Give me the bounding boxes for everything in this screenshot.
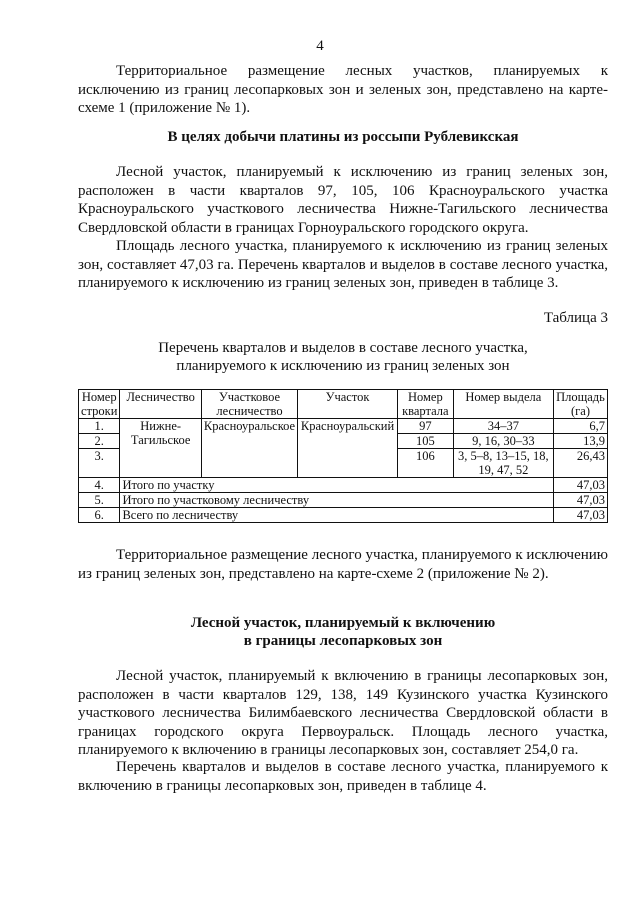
table3-caption-line-1: Перечень кварталов и выделов в составе лесного участка, bbox=[158, 340, 528, 356]
total-label: Итого по участковому лесничеству bbox=[120, 493, 554, 508]
quarter-cell: 106 bbox=[397, 449, 453, 478]
area-cell: 47,03 bbox=[553, 508, 607, 523]
district-cell: Красноуральский bbox=[298, 419, 398, 478]
header-forestry: Лесничество bbox=[120, 390, 201, 419]
section2-paragraph-1: Лесной участок, планируемый к включению в границы лесопарковых зон, расположен в части кварталов 129, 138, 149 Кузинского участка Кузинского участкового лесничества Билимбаевского лесничества Свердловской области в границах городского округа Первоуральск. Площадь лесного участка, планируемого к включению в границы лесопарковых зон, составляет 254,0 га. bbox=[78, 668, 608, 758]
area-cell: 47,03 bbox=[553, 478, 607, 493]
table3 bbox=[78, 389, 608, 523]
header-district: Участок bbox=[298, 390, 398, 419]
area-cell: 6,7 bbox=[553, 419, 607, 434]
section1-paragraph-2: Площадь лесного участка, планируемого к исключению из границ зеленых зон, составляет 47,03 га. Перечень кварталов и выделов в составе лесного участка, планируемого к исключению из границ зеленых зон, приведен в таблице 3. bbox=[78, 238, 608, 291]
forestry-cell: Нижне-Тагильское bbox=[120, 419, 201, 478]
row-num: 6. bbox=[79, 508, 120, 523]
allotment-cell: 9, 16, 30–33 bbox=[453, 434, 553, 449]
section1-heading: В целях добычи платины из россыпи Рублевикская bbox=[167, 129, 519, 145]
table-header-row bbox=[79, 390, 608, 419]
row-num: 1. bbox=[79, 419, 120, 434]
quarter-cell: 97 bbox=[397, 419, 453, 434]
section1-paragraph-1: Лесной участок, планируемый к исключению из границ зеленых зон, расположен в части кварталов 97, 105, 106 Красноуральского участка Красноуральского участкового лесничества Нижне-Тагильского лесничества Свердловской области в границах Горноуральского городского округа. bbox=[78, 164, 608, 236]
area-cell: 26,43 bbox=[553, 449, 607, 478]
table-row bbox=[79, 419, 608, 434]
table3-caption-line-2: планируемого к исключению из границ зеленых зон bbox=[176, 358, 510, 374]
placement-paragraph: Территориальное размещение лесного участка, планируемого к исключению из границ зеленых зон, представлено на карте-схеме 2 (приложение № 2). bbox=[78, 547, 608, 582]
table-total-row bbox=[79, 478, 608, 493]
header-allotment: Номер выдела bbox=[453, 390, 553, 419]
page-number: 4 bbox=[316, 38, 324, 54]
section2-heading-line-2: в границы лесопарковых зон bbox=[243, 633, 443, 649]
header-row-num: Номер строки bbox=[79, 390, 120, 419]
section2-paragraph-2: Перечень кварталов и выделов в составе лесного участка, планируемого к включению в границы лесопарковых зон, приведен в таблице 4. bbox=[78, 759, 608, 794]
section2-heading-line-1: Лесной участок, планируемый к включению bbox=[190, 615, 496, 631]
row-num: 2. bbox=[79, 434, 120, 449]
table3-label: Таблица 3 bbox=[543, 310, 608, 326]
row-num: 3. bbox=[79, 449, 120, 478]
table-total-row bbox=[79, 493, 608, 508]
quarter-cell: 105 bbox=[397, 434, 453, 449]
table-total-row bbox=[79, 508, 608, 523]
area-cell: 47,03 bbox=[553, 493, 607, 508]
allotment-cell: 34–37 bbox=[453, 419, 553, 434]
header-area: Площадь (га) bbox=[553, 390, 607, 419]
area-cell: 13,9 bbox=[553, 434, 607, 449]
intro-paragraph: Территориальное размещение лесных участков, планируемых к исключению из границ лесопарковых зон и зеленых зон, представлено на карте-схеме 1 (приложение № 1). bbox=[78, 63, 608, 116]
allotment-cell: 3, 5–8, 13–15, 18, 19, 47, 52 bbox=[453, 449, 553, 478]
district-forestry-cell: Красноуральское bbox=[201, 419, 297, 478]
row-num: 4. bbox=[79, 478, 120, 493]
header-district-forestry: Участковое лесничество bbox=[201, 390, 297, 419]
row-num: 5. bbox=[79, 493, 120, 508]
header-quarter: Номер квартала bbox=[397, 390, 453, 419]
total-label: Итого по участку bbox=[120, 478, 554, 493]
total-label: Всего по лесничеству bbox=[120, 508, 554, 523]
